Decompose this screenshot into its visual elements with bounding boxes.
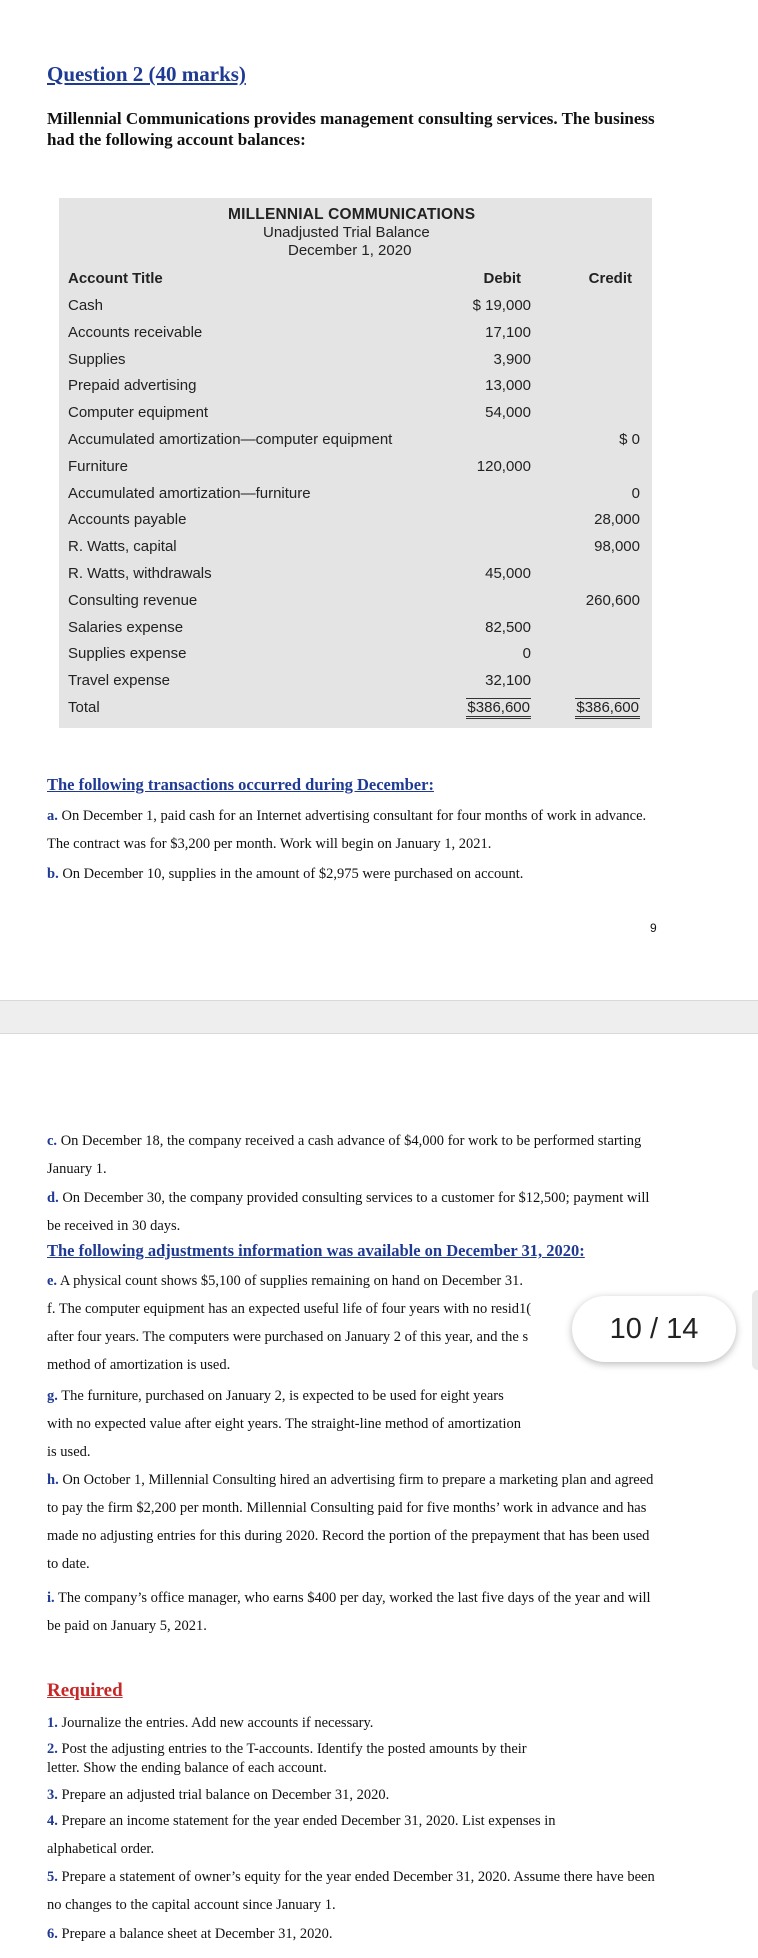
- trial-balance-total-row: [59, 696, 652, 722]
- required-num: 4.: [47, 1813, 58, 1829]
- account-title-cell: Supplies expense: [68, 645, 187, 663]
- transaction-b-letter: b.: [47, 866, 59, 882]
- adjustment-g: [47, 1382, 527, 1466]
- required-item-5: [47, 1863, 659, 1919]
- adjustment-g-letter: g.: [47, 1388, 58, 1404]
- account-title-cell: Prepaid advertising: [68, 377, 197, 395]
- adjustments-heading: The following adjustments information was available on December 31, 2020:: [47, 1241, 585, 1260]
- adjustment-i-letter: i.: [47, 1590, 55, 1606]
- table-row: [59, 616, 652, 642]
- account-title-cell: Accumulated amortization—computer equipment: [68, 431, 393, 448]
- required-num: 2.: [47, 1741, 58, 1757]
- table-row: [59, 669, 652, 695]
- required-num: 5.: [47, 1869, 58, 1885]
- table-row: [59, 642, 652, 668]
- transaction-d-text: On December 30, the company provided consulting services to a customer for $12,500; payment will be received in 30 days.: [47, 1190, 650, 1234]
- transactions-heading: The following transactions occurred during December:: [47, 775, 434, 794]
- transaction-b-text: On December 10, supplies in the amount of $2,975 were purchased on account.: [62, 866, 524, 882]
- transaction-a-letter: a.: [47, 808, 58, 824]
- credit-cell: 28,000: [594, 511, 640, 529]
- transaction-d: [47, 1184, 657, 1240]
- debit-cell: $ 19,000: [472, 297, 531, 314]
- adjustment-f-line3: method of amortization is used.: [47, 1357, 231, 1373]
- page-indicator-badge[interactable]: 10 / 14: [572, 1296, 736, 1362]
- debit-cell: 13,000: [485, 377, 531, 395]
- transaction-c: [47, 1127, 657, 1183]
- required-text: Prepare a statement of owner’s equity for the year ended December 31, 2020. Assume there have been no changes to the capital account since January 1.: [47, 1869, 655, 1913]
- total-credit: $386,600: [575, 698, 640, 719]
- transaction-c-letter: c.: [47, 1133, 58, 1149]
- required-item-4: [47, 1807, 567, 1863]
- table-row: [59, 482, 652, 508]
- account-title-cell: R. Watts, capital: [68, 538, 177, 556]
- col-account-title: Account Title: [68, 270, 163, 287]
- required-item-6: [47, 1920, 657, 1948]
- required-text: Journalize the entries. Add new accounts if necessary.: [61, 1715, 374, 1731]
- page-edge: [752, 1290, 758, 1370]
- trial-balance-company: MILLENNIAL COMMUNICATIONS: [228, 206, 476, 223]
- adjustment-h-letter: h.: [47, 1472, 59, 1488]
- page-separator: [0, 1000, 758, 1034]
- required-item-1: [47, 1714, 657, 1733]
- account-title-cell: Computer equipment: [68, 404, 209, 422]
- table-row: [59, 401, 652, 427]
- adjustment-g-text: The furniture, purchased on January 2, is expected to be used for eight years with no expected value after eight years. The straight-line method of amortization is used.: [47, 1388, 522, 1460]
- page-number: 9: [650, 921, 657, 935]
- debit-cell: 82,500: [485, 618, 531, 636]
- credit-cell: $ 0: [619, 431, 640, 448]
- table-row: [59, 535, 652, 561]
- account-title-cell: Accounts payable: [68, 511, 187, 529]
- trial-balance-table: [59, 198, 652, 728]
- account-title-cell: Salaries expense: [68, 618, 184, 636]
- required-num: 1.: [47, 1715, 58, 1731]
- trial-balance-subtitle: Unadjusted Trial Balance: [263, 224, 430, 241]
- trial-balance-date: December 1, 2020: [288, 242, 412, 259]
- credit-cell: 0: [631, 484, 640, 502]
- required-text: Prepare an income statement for the year ended December 31, 2020. List expenses in alphabetical order.: [47, 1813, 556, 1857]
- account-title-cell: Supplies: [68, 350, 126, 368]
- debit-cell: 120,000: [476, 457, 531, 475]
- required-heading: Required: [47, 1680, 123, 1701]
- required-text: Prepare a balance sheet at December 31, 2020.: [61, 1926, 333, 1942]
- account-title-cell: Accumulated amortization—furniture: [68, 484, 311, 502]
- account-title-cell: Furniture: [68, 457, 129, 475]
- account-title-cell: Accounts receivable: [68, 323, 203, 341]
- trial-balance-header-row: [59, 267, 652, 293]
- debit-cell: 45,000: [485, 565, 531, 582]
- required-text: Prepare an adjusted trial balance on December 31, 2020.: [61, 1787, 390, 1803]
- required-text: Post the adjusting entries to the T-accounts. Identify the posted amounts by their letter. Show the ending balance of each account.: [47, 1741, 527, 1776]
- debit-cell: 54,000: [485, 404, 531, 422]
- table-row: [59, 428, 652, 454]
- table-row: [59, 589, 652, 615]
- total-debit: $386,600: [466, 698, 531, 719]
- account-title-cell: Travel expense: [68, 672, 170, 690]
- adjustment-e: [47, 1267, 657, 1295]
- transaction-c-text: On December 18, the company received a cash advance of $4,000 for work to be performed starting January 1.: [47, 1133, 642, 1177]
- question-intro: Millennial Communications provides management consulting services. The business had the following account balances:: [47, 109, 655, 149]
- adjustment-i: [47, 1584, 657, 1640]
- debit-cell: 17,100: [485, 323, 531, 341]
- debit-cell: 3,900: [493, 350, 531, 368]
- account-title-cell: Cash: [68, 297, 104, 314]
- adjustment-i-text: The company’s office manager, who earns $400 per day, worked the last five days of the year and will be paid on January 5, 2021.: [47, 1590, 651, 1634]
- adjustment-f-line1: f. The computer equipment has an expected useful life of four years with no resid1(: [47, 1301, 532, 1317]
- table-row: [59, 508, 652, 534]
- adjustment-h: [47, 1466, 655, 1578]
- transaction-d-letter: d.: [47, 1190, 59, 1206]
- table-row: [59, 455, 652, 481]
- credit-cell: 98,000: [594, 538, 640, 556]
- page-10: [0, 1034, 758, 1958]
- debit-cell: 32,100: [485, 672, 531, 690]
- adjustment-h-text: On October 1, Millennial Consulting hired an advertising firm to prepare a marketing plan and agreed to pay the firm $2,200 per month. Millennial Consulting paid for five months’ work in advance and has made no adjusting entries for this during 2020. Record the portion of the prepayment that has been used to date.: [47, 1472, 654, 1572]
- col-debit: Debit: [483, 270, 521, 287]
- debit-cell: 0: [522, 645, 531, 663]
- adjustment-f-line2: after four years. The computers were purchased on January 2 of this year, and the s: [47, 1329, 529, 1345]
- account-title-cell: Consulting revenue: [68, 591, 198, 609]
- credit-cell: 260,600: [585, 591, 640, 609]
- table-row: [59, 374, 652, 400]
- transaction-a: [47, 802, 657, 858]
- table-row: [59, 321, 652, 347]
- question-title: Question 2 (40 marks): [47, 62, 246, 86]
- transaction-b: [47, 860, 657, 888]
- col-credit: Credit: [588, 270, 632, 287]
- required-item-3: [47, 1786, 657, 1805]
- table-row: [59, 348, 652, 374]
- table-row: [59, 562, 652, 588]
- adjustment-e-text: A physical count shows $5,100 of supplies remaining on hand on December 31.: [59, 1273, 524, 1289]
- required-item-2: [47, 1740, 547, 1778]
- required-num: 6.: [47, 1926, 58, 1942]
- adjustment-e-letter: e.: [47, 1273, 58, 1289]
- required-num: 3.: [47, 1787, 58, 1803]
- account-title-cell: R. Watts, withdrawals: [68, 565, 212, 582]
- total-label: Total: [68, 699, 100, 716]
- transaction-a-text: On December 1, paid cash for an Internet advertising consultant for four months of work in advance. The contract was for $3,200 per month. Work will begin on January 1, 2021.: [47, 808, 647, 852]
- table-row: [59, 294, 652, 320]
